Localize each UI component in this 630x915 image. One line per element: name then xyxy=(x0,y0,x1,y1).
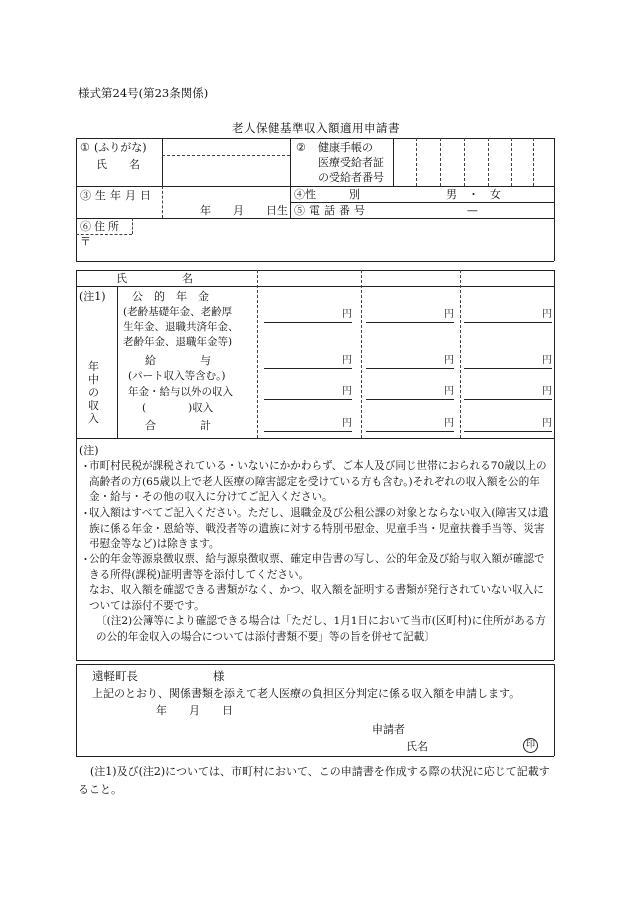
birthdate-field[interactable] xyxy=(164,188,288,202)
amount-field[interactable]: 円 xyxy=(366,417,454,432)
name-column-header: 氏 名 xyxy=(116,272,193,285)
amount-field[interactable]: 円 xyxy=(464,417,552,432)
application-date[interactable]: 年 月 日 xyxy=(156,704,233,717)
addressee: 遠軽町長 xyxy=(92,669,138,683)
label-name: 氏 名 xyxy=(96,158,140,171)
amount-field[interactable]: 円 xyxy=(366,354,454,369)
row-public-pension-l4: 老齢年金、退職年金等) xyxy=(123,336,233,348)
amount-field[interactable]: 円 xyxy=(264,354,352,369)
form-title: 老人保健基準収入額適用申請書 xyxy=(232,121,400,135)
recipient-number-field[interactable] xyxy=(395,140,553,184)
furigana-field[interactable] xyxy=(164,140,288,154)
application-statement: 上記のとおり、関係書類を添えて老人医療の負担区分判定に係る収入額を申請します。 xyxy=(92,687,521,700)
amount-field[interactable]: 円 xyxy=(264,308,352,323)
form-number: 様式第24号(第23条関係) xyxy=(78,86,209,100)
row-salary: 給 与 xyxy=(145,354,211,367)
address-field[interactable] xyxy=(94,236,552,259)
name-field[interactable] xyxy=(164,157,288,185)
addressee-honorific: 様 xyxy=(213,669,225,683)
phone-field[interactable] xyxy=(395,204,553,217)
annual-income-vertical-label: 年 中 の 収 入 xyxy=(88,360,99,425)
note-bullet-3: 公的年金等源泉徴収票、給与源泉徴収票、確定申告書の写し、公的年金及び給与収入額が確認できる所得(課税)証明書等を添付してください。 xyxy=(89,553,545,581)
amount-field[interactable]: 円 xyxy=(464,308,552,323)
bullet: ・ xyxy=(80,460,91,473)
amount-field[interactable]: 円 xyxy=(264,417,352,432)
birthdate-suffix: 年 月 日生 xyxy=(200,204,288,217)
row-total: 合 計 xyxy=(145,419,211,432)
label-address: ⑥住所 xyxy=(80,220,122,233)
applicant-name-field[interactable] xyxy=(430,738,520,754)
amount-field[interactable]: 円 xyxy=(366,308,454,323)
note-bullet-2: 収入額はすべてご記入ください。ただし、退職金及び公租公課の対象とならない収入(障害又は遺族に係る年金・恩給等、戦没者等の遺族に対する特別弔慰金、児童手当・児童扶養手当等、災害弔慰金等など)は除きます。 xyxy=(89,507,549,550)
note-bullet-1: 市町村民税が課税されている・いないにかかわらず、ご本人及び同じ世帯におられる70歳以上の高齢者の方(65歳以上で老人医療の障害認定を受けている方も含む。)それぞれの収入額を公的年金・給与・その他の収入に分けてご記入ください。 xyxy=(89,460,547,503)
label-furigana: (ふりがな) xyxy=(94,141,147,154)
note1-mark: (注1) xyxy=(79,290,106,303)
row-salary-l2: (パート収入等含む。) xyxy=(128,370,226,382)
seal-mark: 印 xyxy=(523,738,538,753)
gender-options[interactable]: 男 ・ 女 xyxy=(446,188,501,201)
label-health-card-1: 健康手帳の xyxy=(318,141,373,154)
label-num-2: ② xyxy=(296,141,306,154)
row-public-pension-l2: (老齢基礎年金、老齢厚 xyxy=(123,306,233,318)
label-health-card-2: 医療受給者証 xyxy=(318,156,384,169)
note-bullet-3b: なお、収入額を確認できる書類がなく、かつ、収入額を証明する書類が発行されていない収入については添付不要です。 xyxy=(89,584,544,612)
row-other-income: 年金・給与以外の収入 xyxy=(128,386,233,398)
amount-field[interactable]: 円 xyxy=(366,385,454,400)
applicant-name-label: 氏名 xyxy=(406,740,428,753)
label-health-card-3: の受給者番号 xyxy=(318,171,384,184)
row-public-pension: 公 的 年 金 xyxy=(132,290,209,303)
amount-field[interactable]: 円 xyxy=(264,385,352,400)
bullet: ・ xyxy=(80,507,91,520)
label-num-1: ① xyxy=(80,141,90,154)
amount-field[interactable]: 円 xyxy=(464,385,552,400)
label-birthdate: ③生年月日 xyxy=(80,189,155,202)
row-paren-income: ( )収入 xyxy=(142,402,214,414)
label-gender: ④性 別 xyxy=(294,188,360,201)
notes-header: (注) xyxy=(79,444,99,457)
note-2-bracket: 〔(注2)公簿等により確認できる場合は「ただし、1月1日において当市(区町村)に住所がある方の公的年金収入の場合については添付書類不要」等の旨を併せて記載〕 xyxy=(96,615,546,643)
label-phone: ⑤電話番号 xyxy=(294,204,369,217)
phone-separator: — xyxy=(467,204,478,217)
applicant-label: 申請者 xyxy=(372,723,405,736)
footer-note: (注1)及び(注2)については、市町村において、この申請書を作成する際の状況に応じて記載すること。 xyxy=(78,765,550,796)
row-public-pension-l3: 生年金、退職共済年金、 xyxy=(123,321,239,333)
postal-mark: 〒 xyxy=(80,235,91,248)
amount-field[interactable]: 円 xyxy=(464,354,552,369)
bullet: ・ xyxy=(80,553,91,566)
